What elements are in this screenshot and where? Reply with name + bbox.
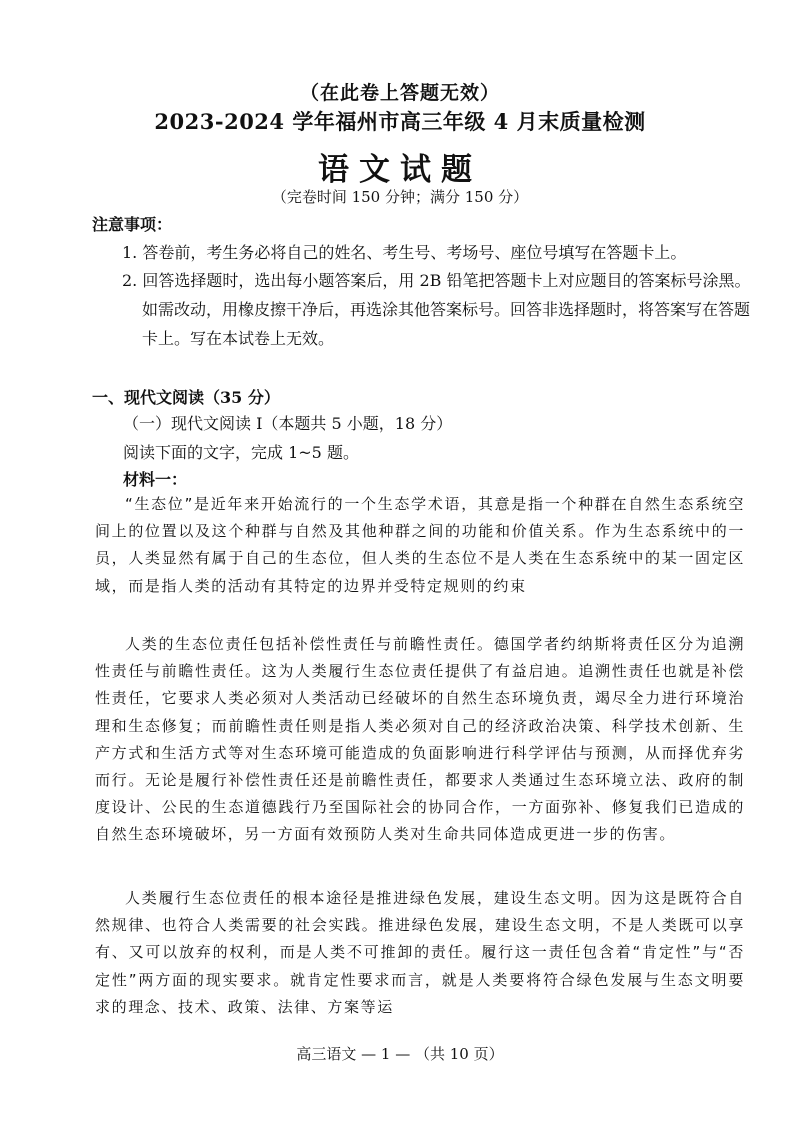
page-footer: 高三语文 — 1 — （共 10 页）: [296, 1045, 504, 1063]
material-label: 材料一：: [123, 470, 188, 489]
notice-item: 1. 答卷前，考生务必将自己的姓名、考生号、考场号、座位号填写在答题卡上。: [122, 243, 687, 262]
section-heading: 一、现代文阅读（35 分）: [92, 388, 280, 407]
paragraph: “生态位”是近年来开始流行的一个生态学术语，其意是指一个种群在自然生态系统空间上的位置以及这个种群与自然及其他种群之间的功能和价值关系。作为生态系统中的一员，人类显然有属于自己的生态位，但人类的生态位不是人类在生态系统中的某一固定区域，而是指人类的活动有其特定的边界并受特定规则的约束: [95, 495, 745, 595]
invalid-answer-note: （在此卷上答题无效）: [299, 82, 500, 104]
paragraph: 人类的生态位责任包括补偿性责任与前瞻性责任。德国学者约纳斯将责任区分为追溯性责任与前瞻性责任。这为人类履行生态位责任提供了有益启迪。追溯性责任也就是补偿性责任，它要求人类必须对人类活动已经破坏的自然生态环境负责，竭尽全力进行环境治理和生态修复；而前瞻性责任则是指人类必须对自己的经济政治决策、科学技术创新、生产方式和生活方式等对生态环境可能造成的负面影响进行科学评估与预测，从而择优弃劣而行。无论是履行补偿性责任还是前瞻性责任，都要求人类通过生态环境立法、政府的制度设计、公民的生态道德践行乃至国际社会的协同合作，一方面弥补、修复我们已造成的自然生态环境破坏，另一方面有效预防人类对生命共同体造成更进一步的伤害。: [95, 635, 745, 844]
subject-title: 语文试题: [318, 152, 482, 188]
time-and-score-note: （完卷时间 150 分钟；满分 150 分）: [271, 188, 529, 206]
notice-item: 2. 回答选择题时，选出每小题答案后，用 2B 铅笔把答题卡上对应题目的答案标号涂黑。如需改动，用橡皮擦干净后，再选涂其他答案标号。回答非选择题时，将答案写在答题卡上。写在本试卷上无效。: [122, 271, 751, 348]
reading-instruction: 阅读下面的文字，完成 1~5 题。: [123, 443, 359, 462]
notice-heading: 注意事项：: [92, 215, 173, 234]
exam-title: 2023-2024 学年福州市高三年级 4 月末质量检测: [154, 109, 646, 134]
subsection-heading: （一）现代文阅读 I（本题共 5 小题，18 分）: [123, 414, 453, 433]
paragraph: 人类履行生态位责任的根本途径是推进绿色发展，建设生态文明。因为这是既符合自然规律、也符合人类需要的社会实践。推进绿色发展，建设生态文明，不是人类既可以享有、又可以放弃的权利，而是人类不可推卸的责任。履行这一责任包含着“肯定性”与“否定性”两方面的现实要求。就肯定性要求而言，就是人类要将符合绿色发展与生态文明要求的理念、技术、政策、法律、方案等运: [95, 889, 745, 1016]
